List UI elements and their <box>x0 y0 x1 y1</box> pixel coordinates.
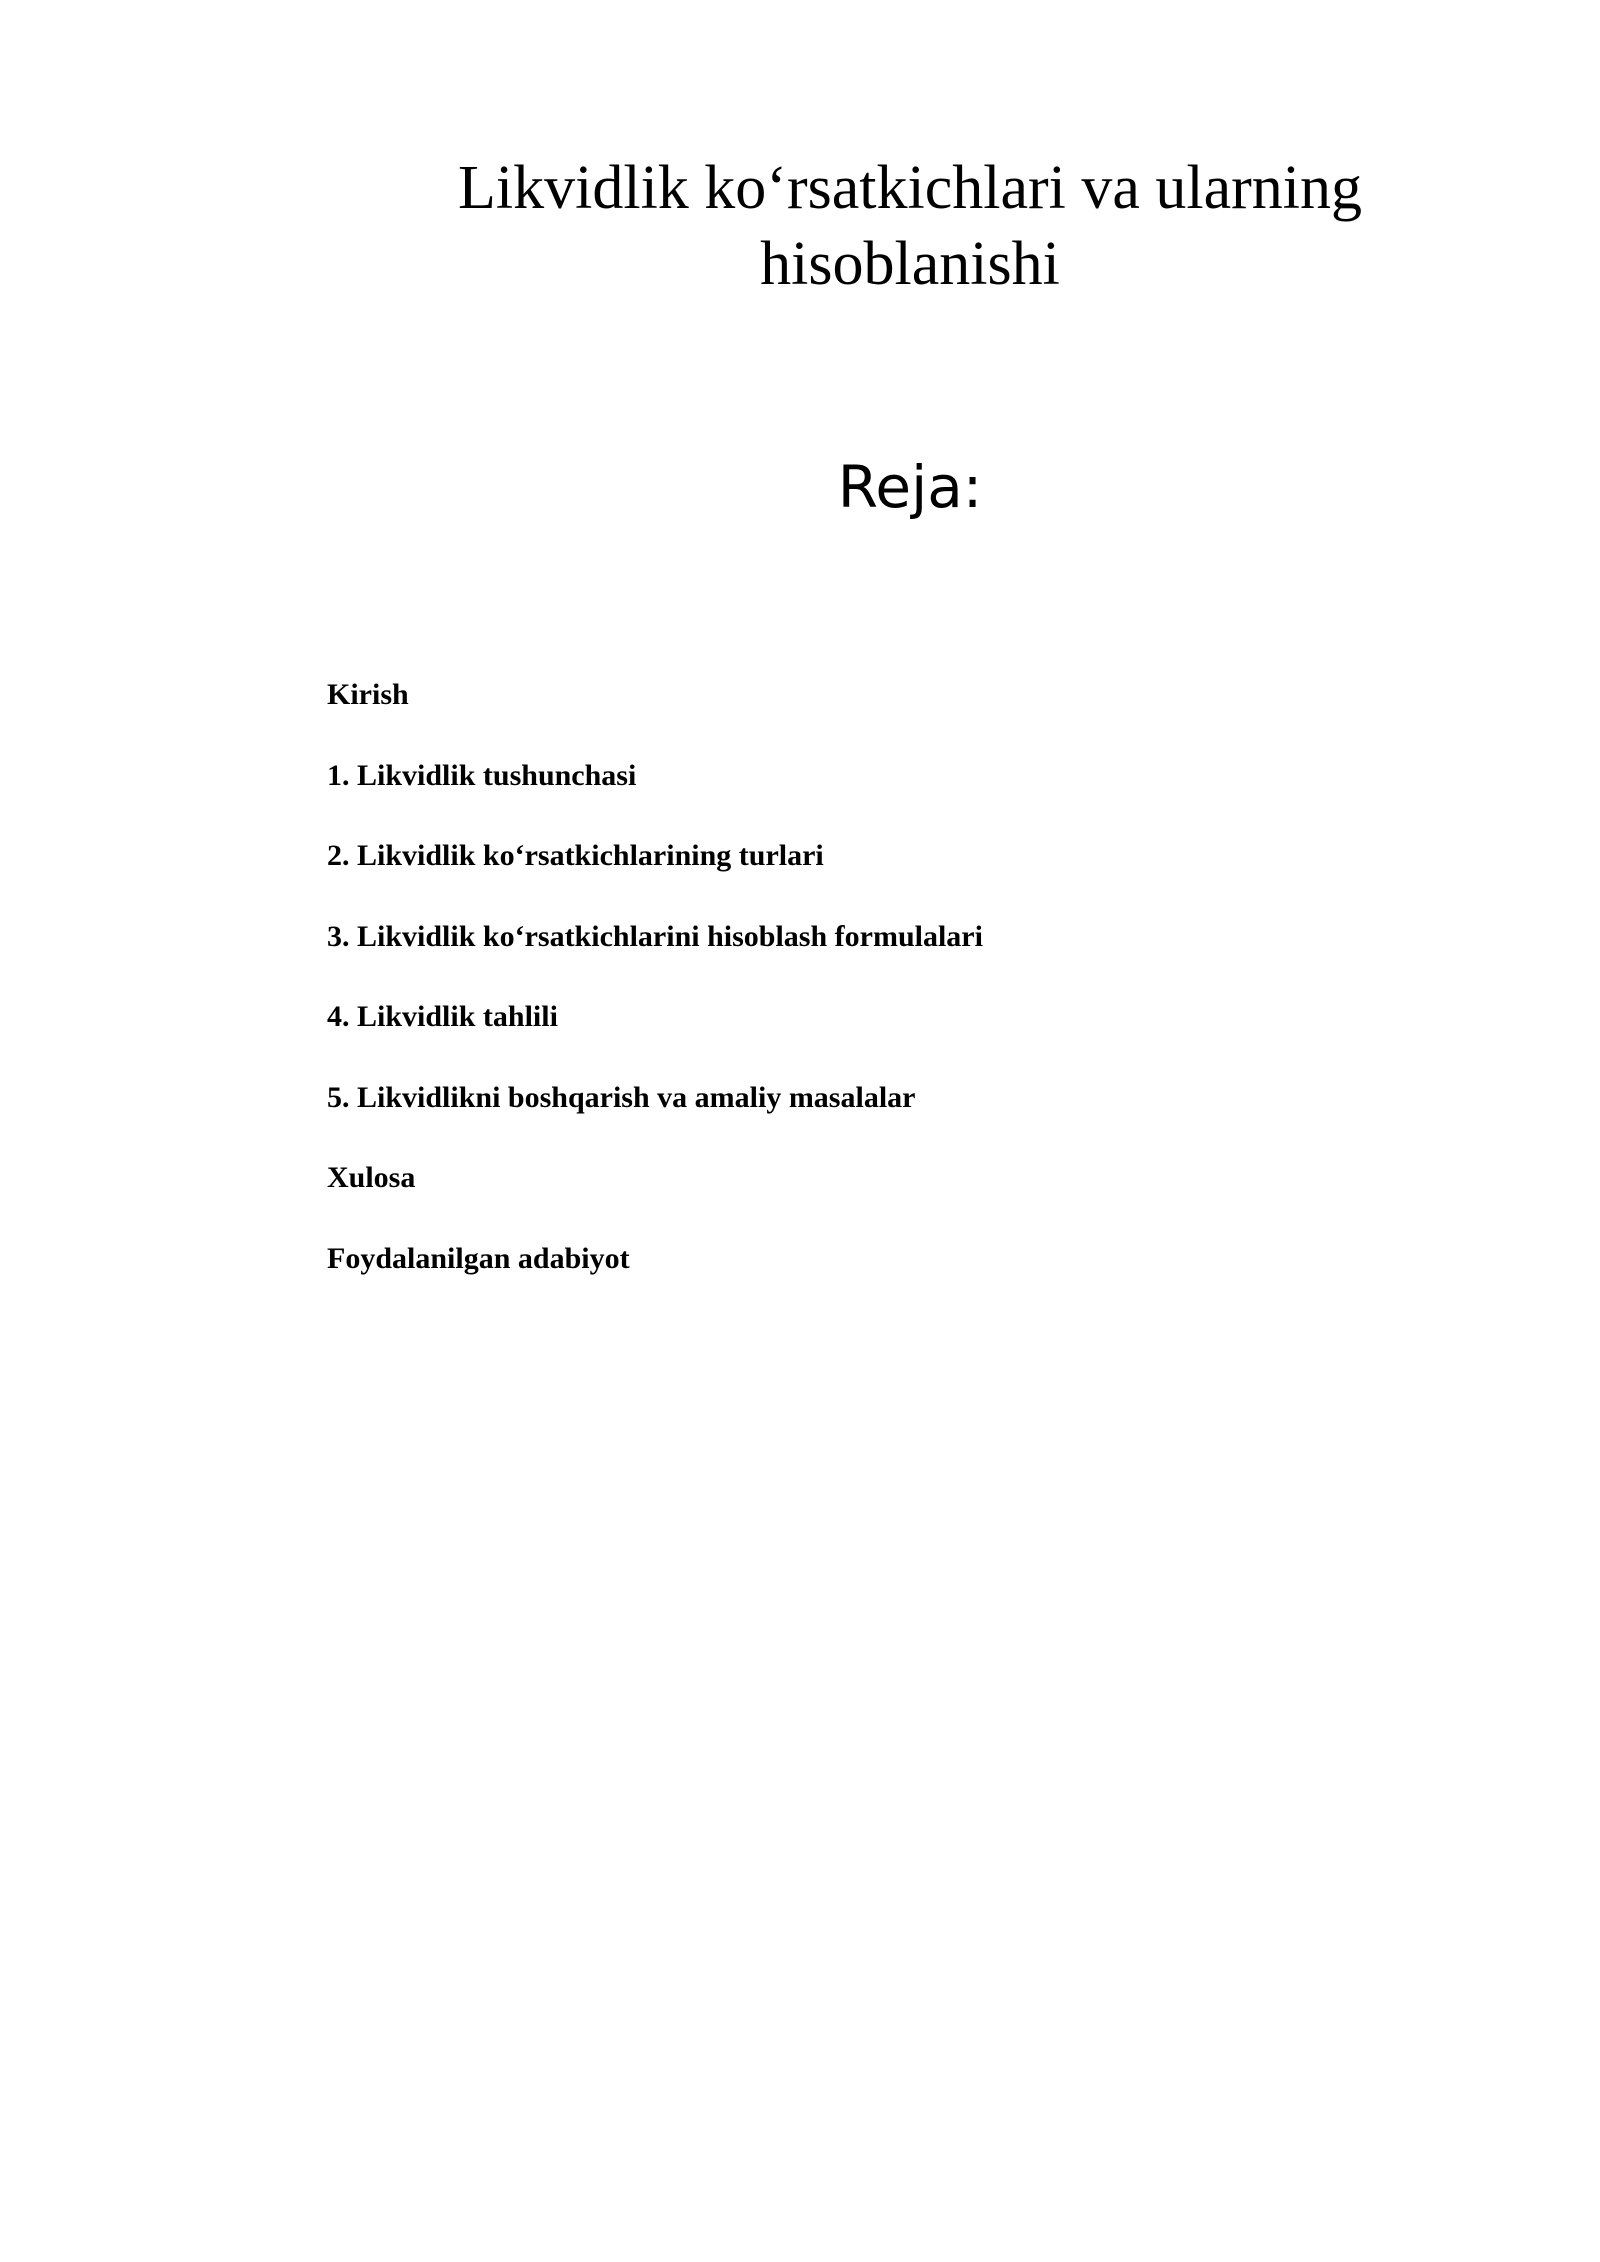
plan-heading: Reja: <box>837 453 983 521</box>
document-title-line-2: hisoblanishi <box>760 230 1060 298</box>
document-title <box>400 150 1420 302</box>
document-title-line-1: Likvidlik ko‘rsatkichlari va ularning <box>458 154 1362 222</box>
plan-item-3: 3. Likvidlik ko‘rsatkichlarini hisoblash formulalari <box>327 919 983 953</box>
plan-item-5: 5. Likvidlikni boshqarish va amaliy masalalar <box>327 1080 916 1114</box>
plan-item-introduction: Kirish <box>327 678 409 711</box>
plan-item-2: 2. Likvidlik ko‘rsatkichlarining turlari <box>327 839 824 872</box>
plan-item-1: 1. Likvidlik tushunchasi <box>327 758 637 792</box>
plan-item-references: Foydalanilgan adabiyot <box>327 1241 630 1275</box>
plan-list <box>327 668 1427 1312</box>
plan-item-conclusion: Xulosa <box>327 1161 416 1194</box>
plan-item-4: 4. Likvidlik tahlili <box>327 1000 558 1033</box>
